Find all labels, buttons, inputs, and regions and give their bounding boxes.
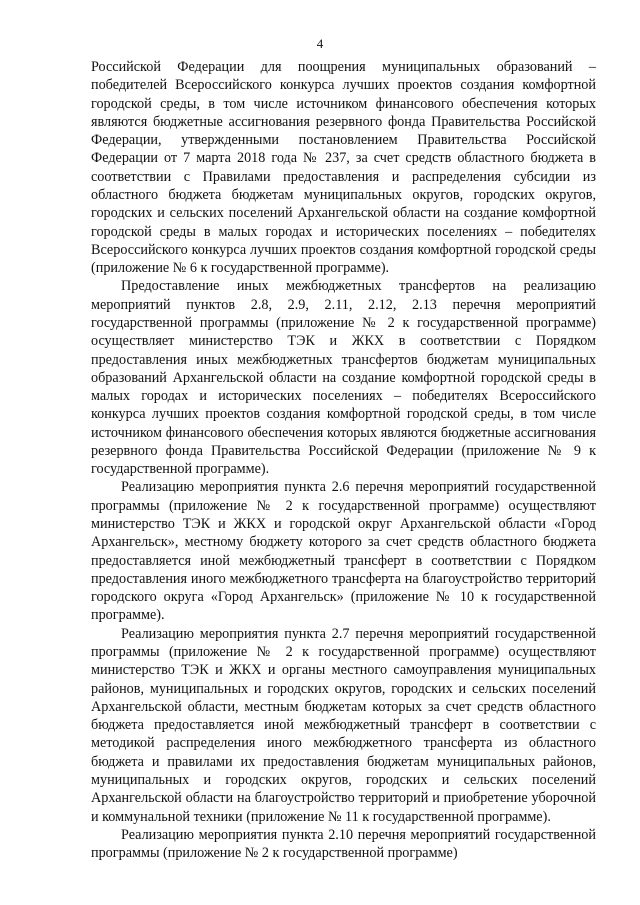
document-body (91, 58, 596, 862)
paragraph-continuation: Российской Федерации для поощрения муниципальных образований – победителей Всероссийского конкурса лучших проектов создания комфортной городской среды, в том числе источником финансового обеспечения которых являются бюджетные ассигнования резервного фонда Правительства Российской Федерации, утвержденными постановлением Правительства Российской Федерации от 7 марта 2018 года № 237, за счет средств областного бюджета в соответствии с Правилами предоставления и распределения субсидии из областного бюджета бюджетам муниципальных округов, городских округов, городских и сельских поселений Архангельской области на создание комфортной городской среды в малых городах и исторических поселениях – победителях Всероссийского конкурса лучших проектов создания комфортной городской среды (приложение № 6 к государственной программе). (91, 59, 596, 277)
paragraph-item-2-10: Реализацию мероприятия пункта 2.10 перечня мероприятий государственной программы (приложение № 2 к государственной программе) (91, 826, 596, 862)
page-number: 4 (316, 36, 324, 51)
paragraph-interbudget-transfers: Предоставление иных межбюджетных трансфертов на реализацию мероприятий пунктов 2.8, 2.9, 2.11, 2.12, 2.13 перечня мероприятий государственной программы (приложение № 2 к государственной программе) осуществляет министерство ТЭК и ЖКХ в соответствии с Порядком предоставления иных межбюджетных трансфертов бюджетам муниципальных образований Архангельской области на создание комфортной городской среды в малых городах и исторических поселениях – победителях Всероссийского конкурса лучших проектов создания комфортной городской среды, в том числе источником финансового обеспечения которых являются бюджетные ассигнования резервного фонда Правительства Российской Федерации (приложение № 9 к государственной программе). (91, 278, 596, 478)
paragraph-item-2-6: Реализацию мероприятия пункта 2.6 перечня мероприятий государственной программы (приложение № 2 к государственной программе) осуществляют министерство ТЭК и ЖКХ и городской округ Архангельской области «Город Архангельск», местному бюджету которого за счет средств областного бюджета предоставляется иной межбюджетный трансферт в соответствии с Порядком предоставления иного межбюджетного трансферта на благоустройство территорий городского округа «Город Архангельск» (приложение № 10 к государственной программе). (91, 479, 596, 624)
paragraph-item-2-7: Реализацию мероприятия пункта 2.7 перечня мероприятий государственной программы (приложение № 2 к государственной программе) осуществляют министерство ТЭК и ЖКХ и органы местного самоуправления муниципальных районов, муниципальных и городских округов, городских и сельских поселений Архангельской области, местным бюджетам которых за счет средств областного бюджета предоставляется иной межбюджетный трансферт в соответствии с методикой распределения иного межбюджетного трансферта из областного бюджета и правилами их предоставления бюджетам муниципальных районов, муниципальных и городских округов, городских и сельских поселений Архангельской области на благоустройство территорий и приобретение уборочной и коммунальной техники (приложение № 11 к государственной программе). (91, 625, 596, 825)
